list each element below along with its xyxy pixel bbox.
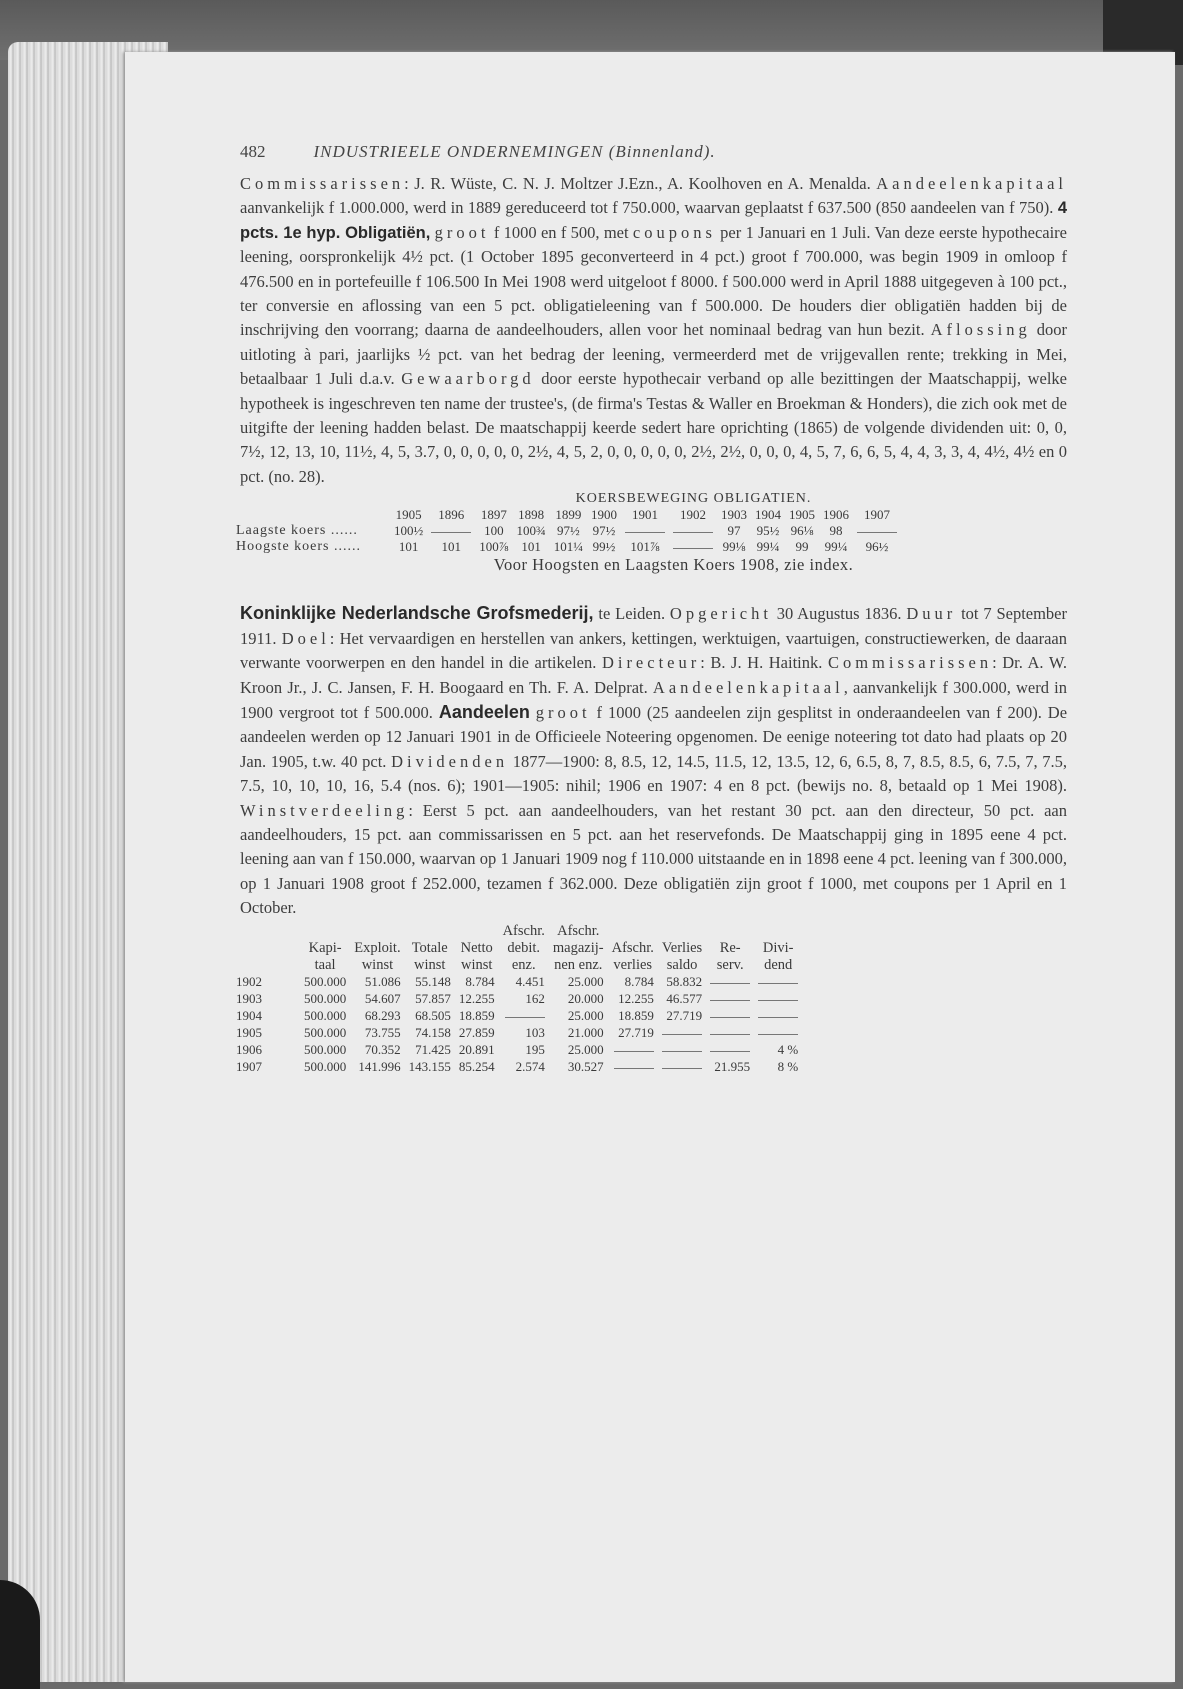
fin-value: 143.155 [408, 1059, 451, 1075]
fin-year: 1906 [236, 1042, 262, 1058]
dash-mark [758, 983, 798, 984]
fin-year: 1904 [236, 1008, 262, 1024]
koers-value: 96½ [865, 539, 889, 555]
fin-year: 1905 [236, 1025, 262, 1041]
fin-header-row [232, 923, 802, 974]
koers-year: 1899 [555, 507, 582, 523]
koers-year: 1900 [591, 507, 617, 523]
running-title: INDUSTRIEELE ONDERNEMINGEN (Binnenland). [313, 142, 716, 161]
text-run-sp: Directeur [601, 653, 701, 673]
koers-year: 1897 [480, 507, 507, 523]
fin-header-cell: Verlies saldo [661, 939, 703, 973]
koers-row-label: Hoogste koers ...... [236, 539, 361, 555]
dash-mark [625, 532, 665, 533]
book-page [125, 52, 1175, 1682]
koers-value: 97½ [592, 523, 616, 539]
fin-value: 500.000 [304, 1008, 347, 1024]
koers-value [621, 523, 669, 539]
text-run-sp: Aandeelenkapitaal [876, 174, 1067, 193]
section-2-paragraph [240, 601, 1067, 920]
fin-value: 68.293 [364, 1008, 401, 1024]
fin-value [754, 1025, 802, 1042]
koers-row-label: Laagste koers ...... [236, 523, 358, 539]
running-head [240, 142, 1067, 172]
scan-background-top [0, 0, 1183, 60]
fin-header-cell: Afschr. verlies [611, 939, 654, 973]
dash-mark [662, 1051, 702, 1052]
text-run-sp: Doel [281, 628, 330, 648]
dash-mark [710, 1051, 750, 1052]
text-run: f 1000 (25 aandeelen zijn gesplitst in onderaandeelen van f 200). De aandeelen werden op 12 Januari 1901 in de Officieele Noteering opgenomen. De eenige noteering tot dato had plaats op 20 Jan. 1905, t.w. 40 pct. [240, 702, 1068, 771]
koers-year: 1904 [755, 507, 781, 523]
fin-row [232, 1042, 802, 1059]
text-run: : Eerst 5 pct. aan aandeelhouders, van het restant 30 pct. aan den directeur, 50 pct. aan aandeelhouders, 15 pct. aan commissarissen en 5 pct. aan het reservefonds. De Maatschappij ging in 1895 eene 4 pct. leening aan van f 150.000, waarvan op 1 Januari 1909 nog f 110.000 uitstaande en in 1898 eene 4 pct. leening van f 300.000, op 1 Januari 1908 groot f 252.000, tezamen f 362.000. Deze obligatiën zijn groot f 1000, met coupons per 1 April en 1 October. [240, 800, 1067, 918]
koers-value: 97½ [557, 523, 580, 539]
dash-mark [662, 1068, 702, 1069]
text-run-bold-lg: Aandeelen [438, 701, 530, 722]
fin-header-cell: Totale winst [411, 939, 448, 973]
fin-value: 25.000 [567, 1008, 604, 1024]
koers-value: 99¼ [756, 539, 780, 555]
koers-note: Voor Hoogsten en Laagsten Koers 1908, zie index. [493, 555, 854, 575]
fin-value [658, 1042, 706, 1059]
fin-value: 21.955 [714, 1059, 751, 1075]
page-content [236, 142, 1068, 1076]
koers-row [232, 539, 901, 555]
fin-value: 70.352 [364, 1042, 401, 1058]
fin-value: 500.000 [304, 1059, 347, 1075]
fin-header-cell: Afschr. magazij- nen enz. [552, 922, 604, 973]
koers-value: 100⅞ [479, 539, 509, 555]
fin-value: 27.859 [458, 1025, 495, 1041]
fin-value: 18.859 [458, 1008, 495, 1024]
fin-value: 57.857 [415, 991, 451, 1007]
fin-row [232, 974, 802, 991]
koers-value: 100 [484, 523, 504, 539]
koers-value: 100¾ [516, 523, 546, 539]
koers-year: 1902 [680, 507, 706, 523]
dash-mark [673, 532, 713, 533]
fin-value: 162 [525, 991, 545, 1007]
koers-value: 99 [795, 539, 809, 555]
text-run-sp: groot [535, 702, 591, 722]
fin-value: 4.451 [515, 974, 545, 990]
koers-value: 101 [398, 539, 419, 555]
text-run-bold-lg: Koninklijke Nederlandsche Grofsmederij, [240, 603, 594, 624]
text-run-sp: Winstverdeeling [240, 800, 409, 820]
fin-header-cell: Afschr. debit. enz. [502, 922, 545, 973]
dash-mark [710, 983, 750, 984]
koers-header-row [232, 507, 901, 523]
text-run: te Leiden. [593, 604, 670, 624]
text-run-sp: Duur [906, 604, 957, 624]
fin-value: 25.000 [567, 1042, 604, 1058]
koers-value: 99¼ [824, 539, 848, 555]
fin-value: 20.891 [458, 1042, 495, 1058]
fin-value: 85.254 [458, 1059, 495, 1075]
fin-value: 30.527 [567, 1059, 604, 1075]
fin-value: 54.607 [364, 991, 401, 1007]
text-run: : J. R. Wüste, C. N. J. Moltzer J.Ezn., A. Koolhoven en A. Menalda. [404, 174, 877, 193]
koers-year: 1905 [395, 507, 422, 523]
fin-year: 1902 [236, 974, 262, 990]
koers-value [669, 539, 717, 555]
dash-mark [431, 532, 471, 533]
fin-value: 71.425 [415, 1042, 451, 1058]
text-run: 1877—1900: 8, 8.5, 12, 14.5, 11.5, 12, 13.5, 12, 6, 6.5, 8, 7, 8.5, 8.5, 6, 7.5, 7, 7.5, 7.5, 10, 10, 10, 16, 5.4 (nos. 6); 1901—1905: nihil; 1906 en 1907: 4 en 8 pct. (bewijs no. 8, betaald op 1 Mei 1908). [240, 751, 1067, 796]
fin-value: 2.574 [515, 1059, 545, 1075]
koers-year: 1898 [518, 507, 545, 523]
text-run: : B. J. H. Haitink. [700, 653, 828, 673]
fin-value [658, 1059, 706, 1076]
koers-value: 96⅛ [790, 523, 814, 539]
fin-header-cell [232, 923, 300, 974]
text-run: door eerste hypothecair verband op alle bezittingen der Maatschappij, welke hypotheek is ingeschreven ten name der trustee's, (de firma's Testas & Waller en Broekman & Honders), die zich ook met de uitgifte der leening hadden belast. De maatschappij keerde sedert hare oprichting (1865) de volgende dividenden uit: 0, 0, 7½, 12, 13, 10, 11½, 4, 5, 3.7, 0, 0, 0, 0, 0, 2½, 4, 5, 2, 0, 0, 0, 0, 0, 2½, 2½, 0, 0, 0, 4, 5, 7, 6, 6, 5, 4, 4, 3, 3, 4, 4½, 4½ en 0 pct. (no. 28). [240, 369, 1067, 486]
fin-value: 74.158 [415, 1025, 451, 1041]
fin-value [706, 1008, 754, 1025]
fin-header-cell: Netto winst [460, 939, 493, 973]
koers-header-blank [232, 507, 390, 523]
koers-value [669, 523, 717, 539]
fin-value: 195 [525, 1042, 545, 1058]
fin-value [608, 1059, 658, 1076]
fin-value: 27.719 [618, 1025, 654, 1041]
koers-year: 1907 [864, 507, 890, 523]
koers-year: 1906 [823, 507, 849, 523]
dash-mark [662, 1034, 702, 1035]
dash-mark [857, 532, 897, 533]
koers-year: 1901 [632, 507, 658, 523]
koers-value [427, 523, 475, 539]
fin-value [499, 1008, 549, 1025]
koers-year: 1896 [438, 507, 465, 523]
fin-year: 1903 [236, 991, 262, 1007]
financial-table [232, 923, 802, 1076]
fin-value: 21.000 [567, 1025, 604, 1041]
text-run: aanvankelijk f 1.000.000, werd in 1889 gereduceerd tot f 750.000, waarvan geplaatst f 637.500 (850 aandeelen van f 750). [240, 198, 1058, 218]
fin-value: 141.996 [358, 1059, 401, 1075]
page-number: 482 [240, 142, 266, 161]
koers-value: 100½ [394, 523, 424, 539]
section-1-paragraph [240, 172, 1067, 489]
fin-value: 58.832 [666, 974, 703, 990]
fin-value: 55.148 [415, 974, 451, 990]
dash-mark [673, 548, 713, 549]
fin-row [232, 1025, 802, 1042]
text-run-sp: Dividenden [391, 751, 509, 771]
text-run-sp: Aandeelenkapitaal [652, 677, 844, 697]
fin-header-cell: Kapi- taal [308, 939, 342, 973]
fin-value: 25.000 [567, 974, 604, 990]
fin-value [754, 1008, 802, 1025]
dash-mark [614, 1068, 654, 1069]
text-run: f 1000 en f 500, met [489, 222, 633, 242]
text-run-sp: groot [434, 222, 490, 242]
fin-header-cell: Divi- dend [762, 939, 794, 973]
fin-row [232, 991, 802, 1008]
fin-year: 1907 [236, 1059, 262, 1075]
dash-mark [505, 1017, 545, 1018]
fin-value: 27.719 [666, 1008, 703, 1024]
fin-row [232, 1059, 802, 1076]
koers-year: 1905 [789, 507, 815, 523]
dash-mark [758, 1017, 798, 1018]
dash-mark [758, 1034, 798, 1035]
fin-value: 12.255 [618, 991, 654, 1007]
fin-value: 20.000 [567, 991, 604, 1007]
koers-table [232, 507, 901, 555]
fin-value [706, 1042, 754, 1059]
fin-value: 73.755 [364, 1025, 401, 1041]
koers-value: 95½ [756, 523, 780, 539]
fin-value: 500.000 [304, 1025, 347, 1041]
text-run: tot 7 September 1911. [240, 604, 1068, 648]
fin-value [754, 991, 802, 1008]
text-run-sp: Commissarissen [827, 653, 993, 673]
fin-value: 12.255 [458, 991, 495, 1007]
fin-value: 4 % [777, 1042, 799, 1058]
fin-value: 500.000 [304, 974, 347, 990]
text-run: per 1 Januari en 1 Juli. Van deze eerste hypothecaire leening, oorspronkelijk 4½ pct. (1 October 1895 geconverteerd in 4 pct.) groot f 700.000, was begin 1909 in omloop f 476.500 en in portefeuille f 106.500 In Mei 1908 werd uitgeloot f 8000. f 500.000 werd in April 1888 uitgegeven à 100 pct., ter conversie en aflossing van een 5 pct. obligatieleening van f 500.000. De houders dier obligatiën hadden bij de inschrijving den voorrang; daarna de aandeelhouders, allen voor het nominaal bedrag van hun bezit. [240, 222, 1067, 340]
fin-value: 46.577 [666, 991, 703, 1007]
koers-value: 98 [829, 523, 843, 539]
koers-value: 99⅛ [722, 539, 746, 555]
fin-value: 8.784 [624, 974, 654, 990]
koers-value: 101¼ [553, 539, 583, 555]
koers-value [853, 523, 901, 539]
fin-value [706, 991, 754, 1008]
koers-value: 101 [441, 539, 461, 555]
text-run: : Dr. A. W. Kroon Jr., J. C. Jansen, F. H. Boogaard en Th. F. A. Delprat. [240, 653, 1068, 697]
dash-mark [710, 1017, 750, 1018]
koers-value: 99½ [592, 539, 616, 555]
koers-value: 97 [727, 523, 741, 539]
fin-value: 8.784 [465, 974, 495, 990]
text-run: : Het vervaardigen en herstellen van ankers, kettingen, werktuigen, vaartuigen, constructiewerken, de daaraan verwante voorwerpen en den handel in die artikelen. [240, 628, 1067, 673]
fin-value [608, 1042, 658, 1059]
koers-value: 101⅞ [630, 539, 660, 555]
koers-year: 1903 [721, 507, 747, 523]
text-run: door uitloting à pari, jaarlijks ½ pct. van het bedrag der leening, vermeerderd met de vrijgevallen rente; trekking in Mei, betaalbaar 1 Juli d.a.v. [240, 320, 1067, 389]
fin-value [658, 1025, 706, 1042]
koers-value: 101 [521, 539, 541, 555]
fin-value: 103 [525, 1025, 545, 1041]
text-run-sp: Opgericht [669, 604, 772, 624]
fin-value [754, 974, 802, 991]
fin-value: 500.000 [304, 1042, 347, 1058]
text-run-sp: Commissarissen [240, 174, 405, 193]
text-run-sp: coupons [632, 222, 716, 242]
dash-mark [710, 1000, 750, 1001]
fin-value: 68.505 [415, 1008, 451, 1024]
fin-header-cell: Exploit. winst [354, 939, 401, 973]
dash-mark [710, 1034, 750, 1035]
fin-value [706, 974, 754, 991]
dash-mark [758, 1000, 798, 1001]
fin-value: 18.859 [618, 1008, 654, 1024]
fin-value: 500.000 [304, 991, 347, 1007]
fin-value: 51.086 [364, 974, 401, 990]
koers-table-title: KOERSBEWEGING OBLIGATIEN. [575, 491, 812, 507]
fin-value [706, 1025, 754, 1042]
koers-row [232, 523, 901, 539]
text-run: , aanvankelijk f 300.000, werd in 1900 vergroot tot f 500.000. [240, 677, 1067, 722]
dash-mark [614, 1051, 654, 1052]
text-run: 30 Augustus 1836. [771, 604, 907, 624]
fin-header-cell: Re- serv. [716, 939, 744, 973]
text-run-sp: Gewaarborgd [401, 369, 535, 389]
fin-value: 8 % [777, 1059, 799, 1075]
text-run-sp: Aflossing [930, 320, 1031, 340]
fin-row [232, 1008, 802, 1025]
text-run-bold: 4 pcts. 1e hyp. Obligatiën, [240, 199, 1067, 242]
